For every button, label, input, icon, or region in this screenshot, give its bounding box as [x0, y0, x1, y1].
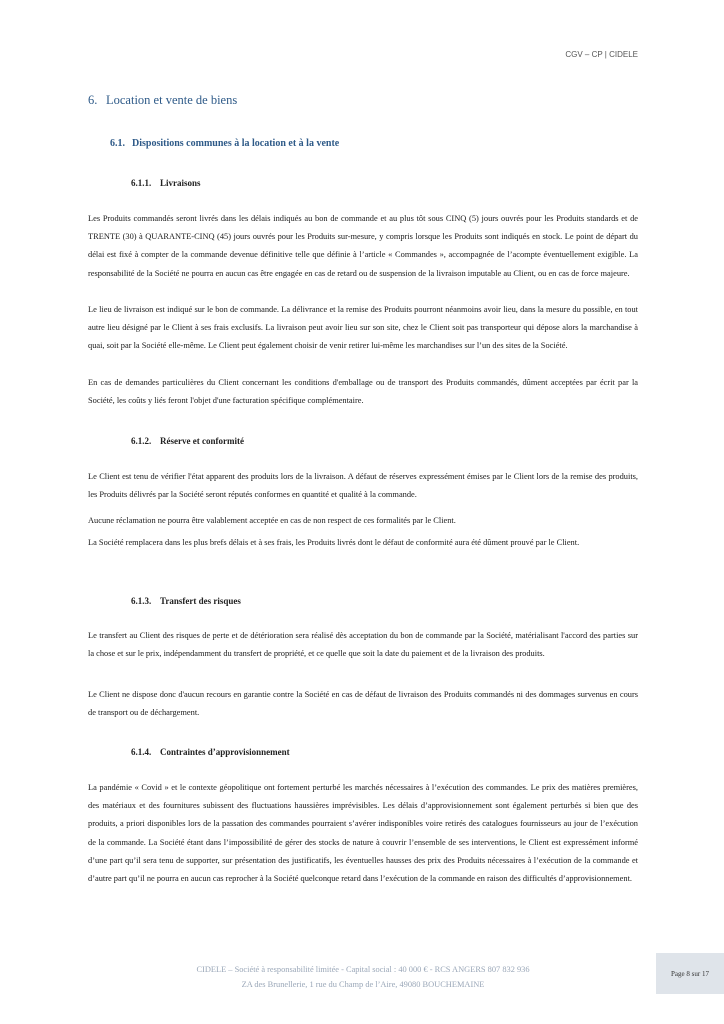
- subsection-title: Dispositions communes à la location et à la vente: [132, 138, 340, 149]
- heading-reserve-conformite: [131, 436, 244, 446]
- paragraph: La pandémie « Covid » et le contexte géopolitique ont fortement perturbé les marchés nécessaires à l’exécution des commandes. Le prix des matières premières, des matériaux et des fournitures subissent des fluctuations haussières imprévisibles. Les délais d’approvisionnement sont également perturbés si bien que des produits, a priori disponibles lors de la passation des commandes pourraient s’avérer indisponibles voire retirés des catalogues fournisseurs au jour de l’exécution de la commande. La Société étant dans l’impossibilité de gérer des stocks de nature à couvrir l’ensemble de ses interventions, le Client est expressément informé d’une part qu’il sera tenu de supporter, sur présentation des justificatifs, les éventuelles hausses des prix des Produits nécessaires à l’exécution de la commande et d’autre part qu’il ne pourra en aucun cas reprocher à la Société quelconque retard dans l’exécution de la commande en raison des difficultés d’approvisionnement.: [88, 783, 638, 884]
- paragraph: Aucune réclamation ne pourra être valablement acceptée en cas de non respect de ces formalités par le Client.: [88, 516, 456, 525]
- paragraph: Le Client est tenu de vérifier l'état apparent des produits lors de la livraison. A défaut de réserves expressément émises par le Client lors de la remise des produits, les Produits délivrés par la Société seront réputés conformes en quantité et qualité à la commande.: [88, 472, 638, 500]
- heading-number: 6.1.3.: [131, 596, 152, 606]
- paragraph: En cas de demandes particulières du Client concernant les conditions d'emballage ou de transport des Produits commandés, dûment acceptées par écrit par la Société, les coûts y liés feront l'objet d'une facturation spécifique complémentaire.: [88, 378, 638, 406]
- footer-company-line: CIDELE – Société à responsabilité limitée - Capital social : 40 000 € - RCS ANGERS 807 832 936: [196, 965, 530, 974]
- heading-livraisons: [131, 178, 201, 188]
- document-header: CGV – CP | CIDELE: [565, 50, 638, 59]
- heading-title: Contraintes d’approvisionnement: [160, 747, 290, 757]
- heading-title: Livraisons: [160, 178, 201, 188]
- paragraph: Le transfert au Client des risques de perte et de détérioration sera réalisé dès acceptation du bon de commande par la Société, matérialisant l'accord des parties sur la chose et sur le prix, indépendamment du transfert de propriété, et ce quelle que soit la date du paiement et de la livraison des produits.: [88, 631, 638, 659]
- page-number: Page 8 sur 17: [671, 969, 709, 978]
- section-heading: [88, 93, 237, 108]
- heading-title: Réserve et conformité: [160, 436, 244, 446]
- heading-contraintes: [131, 747, 290, 757]
- subsection-heading: [110, 138, 339, 149]
- subsection-number: 6.1.: [110, 138, 125, 149]
- heading-transfert-risques: [131, 596, 241, 606]
- paragraph: Le Client ne dispose donc d'aucun recours en garantie contre la Société en cas de défaut de livraison des Produits commandés ni des dommages survenus en cours de transport ou de déchargement.: [88, 690, 638, 718]
- paragraph: La Société remplacera dans les plus brefs délais et à ses frais, les Produits livrés dont le défaut de conformité aura été dûment prouvé par le Client.: [88, 538, 580, 547]
- heading-number: 6.1.2.: [131, 436, 152, 446]
- document-footer: [88, 962, 638, 992]
- footer-address-line: ZA des Brunellerie, 1 rue du Champ de l’Aire, 49080 BOUCHEMAINE: [241, 980, 485, 989]
- section-number: 6.: [88, 93, 98, 107]
- page-number-box: [656, 953, 724, 994]
- paragraph: Le lieu de livraison est indiqué sur le bon de commande. La délivrance et la remise des Produits pourront néanmoins avoir lieu, dans la mesure du possible, en tout autre lieu désigné par le Client à ses frais exclusifs. La livraison peut avoir lieu sur son site, chez le Client soit pas transporteur qui dépose alors la marchandise à quai, soit par la Société elle-même. Le Client peut également choisir de venir retirer lui-même les marchandises sur l’un des sites de la Société.: [88, 305, 638, 351]
- heading-number: 6.1.4.: [131, 747, 152, 757]
- paragraph: Les Produits commandés seront livrés dans les délais indiqués au bon de commande et au plus tôt sous CINQ (5) jours ouvrés pour les Produits standards et de TRENTE (30) à QUARANTE-CINQ (45) jours ouvrés pour les Produits sur-mesure, y compris lorsque les Produits sont indiqués en stock. Le point de départ du délai est fixé à compter de la commande devenue définitive telle que définie à l’article « Commandes », accompagnée de l’acompte éventuellement exigible. La responsabilité de la Société ne pourra en aucun cas être engagée en cas de retard ou de suspension de la livraison imputable au Client, ou en cas de force majeure.: [88, 214, 638, 278]
- heading-number: 6.1.1.: [131, 178, 152, 188]
- heading-title: Transfert des risques: [160, 596, 241, 606]
- section-title: Location et vente de biens: [106, 93, 238, 107]
